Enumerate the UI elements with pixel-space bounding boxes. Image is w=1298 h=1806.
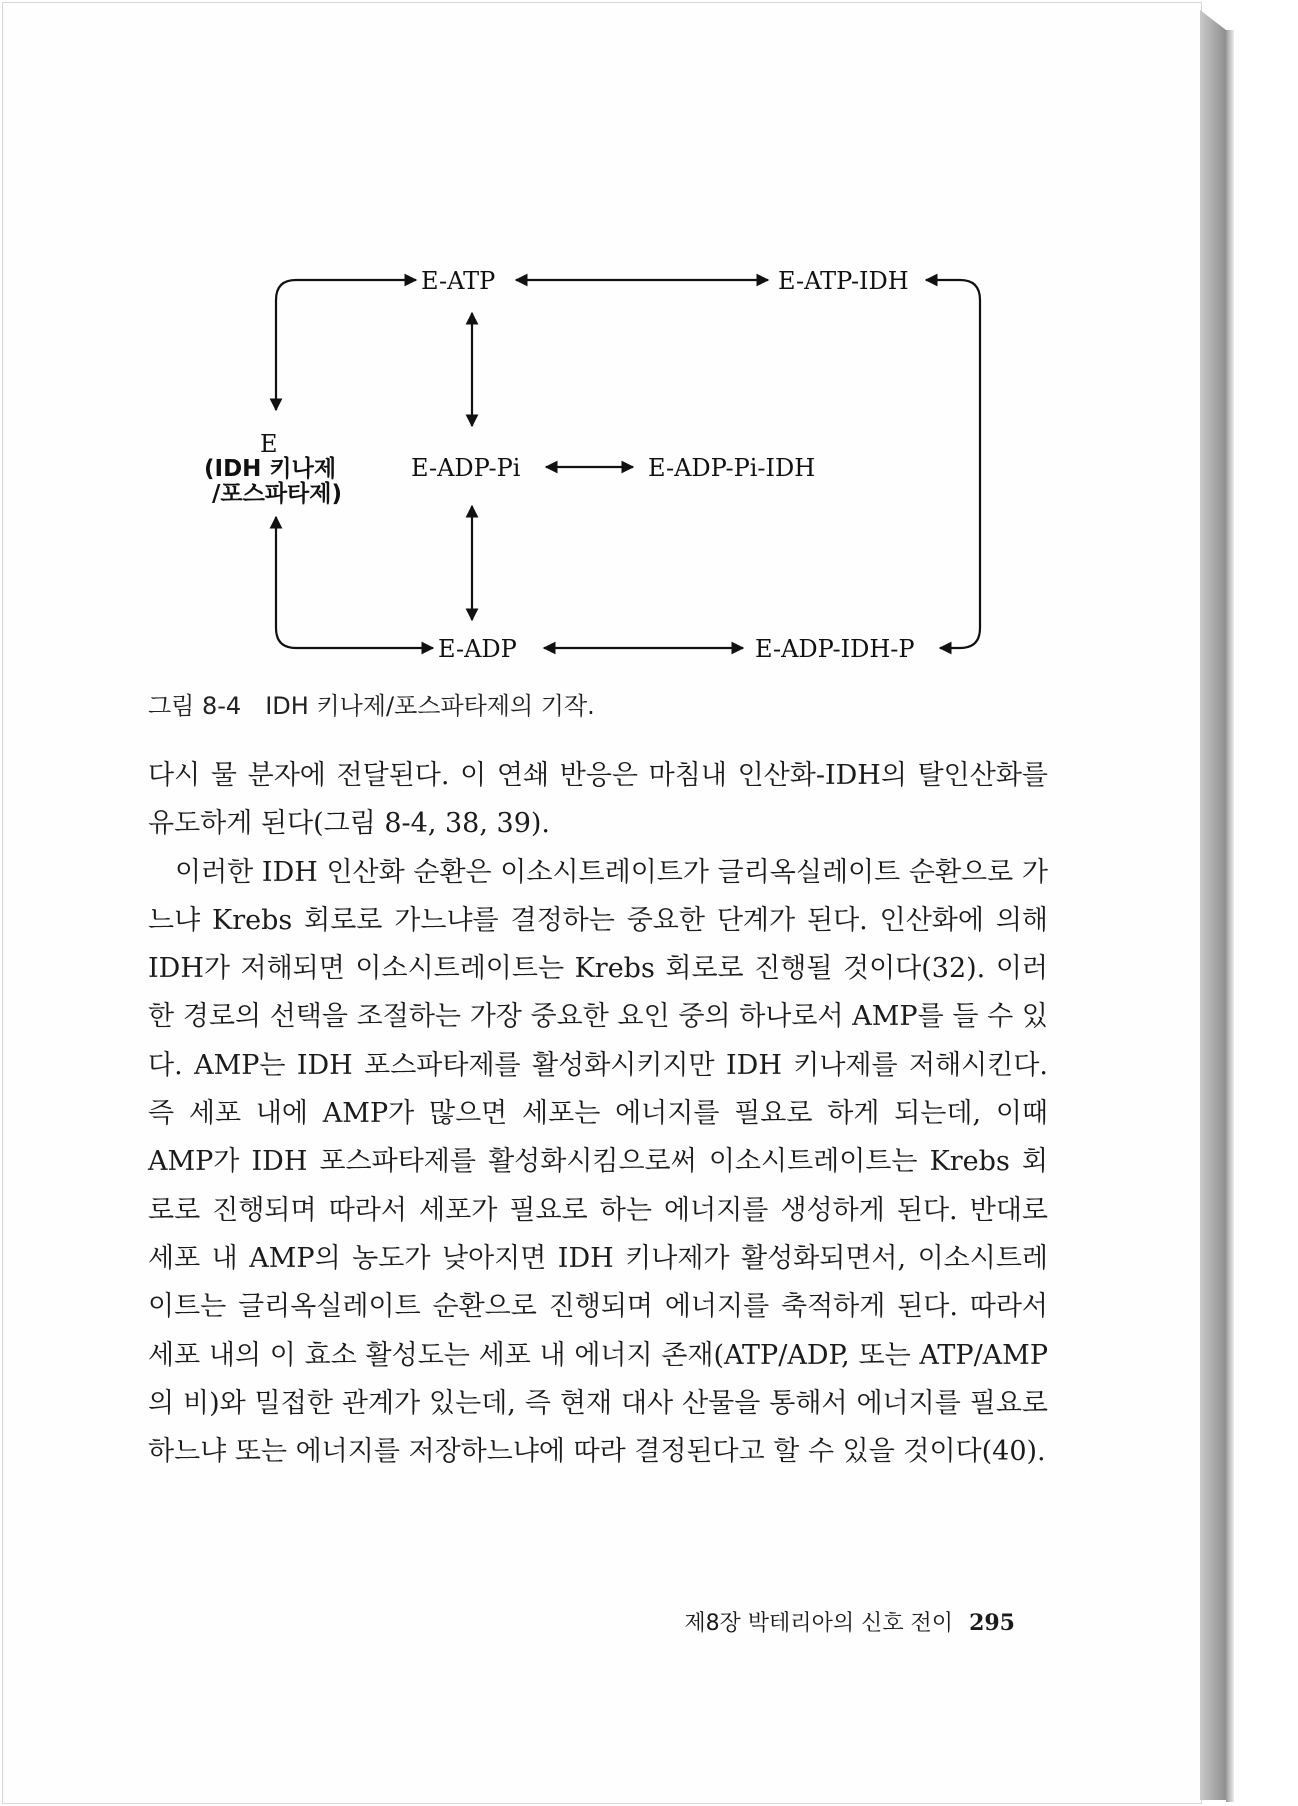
page-number: 295 xyxy=(969,1610,1015,1636)
arrow-right-loop xyxy=(926,280,980,648)
chapter-title: 제8장 박테리아의 신호 전이 xyxy=(684,1611,954,1636)
node-e: E xyxy=(260,430,278,458)
paragraph: 이러한 IDH 인산화 순환은 이소시트레이트가 글리옥실레이트 순환으로 가느냐 Krebs 회로로 가느냐를 결정하는 중요한 단계가 된다. 인산화에 의해 IDH가 저해되면 이소시트레이트는 Krebs 회로로 진행될 것이다(32). 이러한 경로의 선택을 조절하는 가장 중요한 요인 중의 하나로서 AMP를 들 수 있다. AMP는 IDH 포스파타제를 활성화시키지만 IDH 키나제를 저해시킨다. 즉 세포 내에 AMP가 많으면 세포는 에너지를 필요로 하게 되는데, 이때 AMP가 IDH 포스파타제를 활성화시킴으로써 이소시트레이트는 Krebs 회로로 진행되며 따라서 세포가 필요로 하는 에너지를 생성하게 된다. 반대로 세포 내 AMP의 농도가 낮아지면 IDH 키나제가 활성화되면서, 이소시트레이트는 글리옥실레이트 순환으로 진행되며 에너지를 축적하게 된다. 따라서 세포 내의 이 효소 활성도는 세포 내 에너지 존재(ATP/ADP, 또는 ATP/AMP의 비)와 밀접한 관계가 있는데, 즉 현재 대사 산물을 통해서 에너지를 필요로 하느냐 또는 에너지를 저장하느냐에 따라 결정된다고 할 수 있을 것이다(40). xyxy=(148,856,1048,1468)
node-e-atp: E-ATP xyxy=(421,267,496,295)
arrow-e-to-e-adp xyxy=(276,517,433,648)
page-edge-shadow xyxy=(1226,30,1234,1802)
figure-caption-text: IDH 키나제/포스파타제의 기작. xyxy=(265,692,595,720)
figure-caption xyxy=(148,686,595,721)
page-edge xyxy=(1200,10,1226,1800)
figure-caption-label: 그림 8-4 xyxy=(148,692,242,720)
node-e-adp: E-ADP xyxy=(438,635,517,663)
node-e-adp-pi: E-ADP-Pi xyxy=(411,454,521,482)
node-e-adp-pi-idh: E-ADP-Pi-IDH xyxy=(648,454,816,482)
running-footer xyxy=(640,1606,1015,1637)
node-e-sublabel-2: /포스파타제) xyxy=(212,481,343,507)
node-e-sublabel-1: (IDH 키나제 xyxy=(204,456,337,482)
paragraph: 다시 물 분자에 전달된다. 이 연쇄 반응은 마침내 인산화-IDH의 탈인산화를 유도하게 된다(그림 8-4, 38, 39). xyxy=(148,760,1048,840)
body-text xyxy=(148,752,1048,1476)
node-e-atp-idh: E-ATP-IDH xyxy=(778,267,909,295)
node-e-adp-idh-p: E-ADP-IDH-P xyxy=(755,635,915,663)
arrow-e-to-e-atp xyxy=(276,280,416,410)
idh-mechanism-diagram xyxy=(0,0,1200,700)
